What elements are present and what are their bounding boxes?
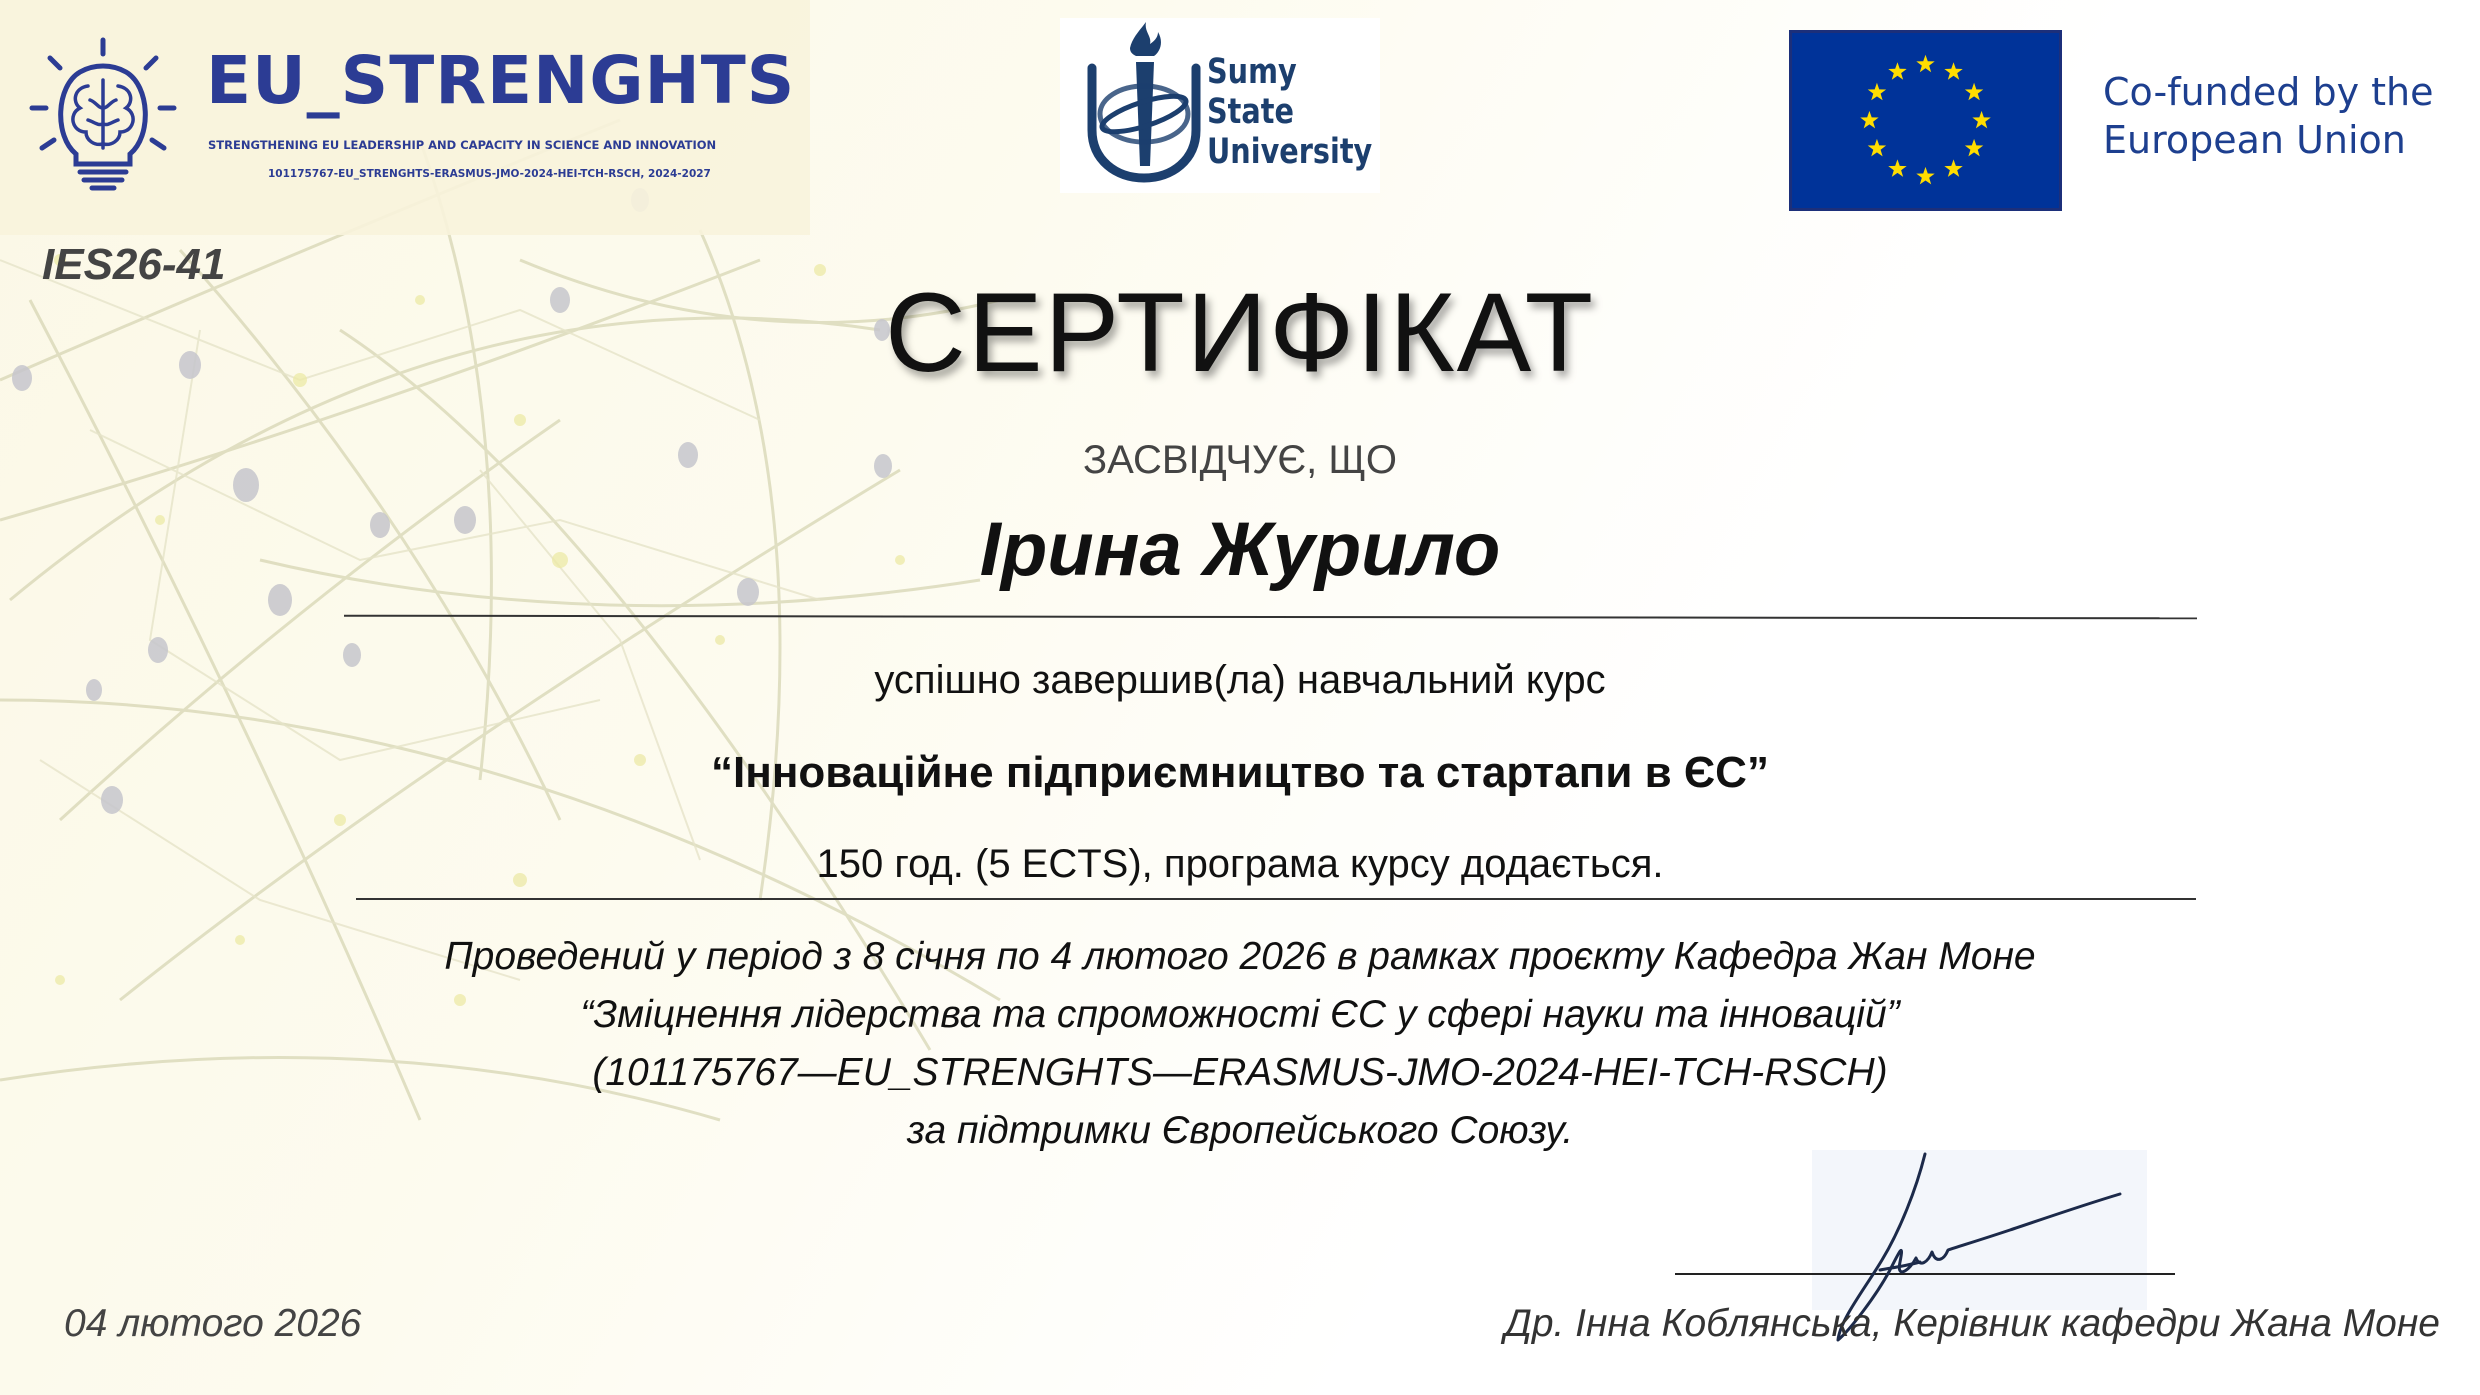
university-name (1207, 52, 1372, 172)
certificate-code: IES26-41 (42, 240, 226, 289)
recipient-name: Ірина Журило (979, 507, 1501, 592)
project-code: 101175767-EU_STRENGHTS-ERASMUS-JMO-2024-HEI-TCH-RSCH, 2024-2027 (268, 168, 711, 180)
eu-cofunded-text (2103, 68, 2434, 164)
university-torch-globe-icon (1072, 18, 1212, 188)
eu-cofunded-line: Co-funded by the (2103, 70, 2434, 114)
details-line: “Зміцнення лідерства та спроможності ЄС у сфері науки та інновацій” (580, 993, 1900, 1036)
project-subtitle: STRENGTHENING EU LEADERSHIP AND CAPACITY IN SCIENCE AND INNOVATION (208, 138, 717, 152)
lightbulb-brain-icon (28, 36, 178, 196)
sumy-state-university-logo (1060, 18, 1380, 193)
eu-strenghts-logo (0, 0, 810, 235)
certificate-title: СЕРТИФІКАТ (884, 270, 1596, 395)
details-line: Проведений у період з 8 січня по 4 лютого 2026 в рамках проєкту Кафедра Жан Моне (444, 935, 2036, 978)
course-title: “Інноваційне підприємництво та стартапи в ЄС” (711, 748, 1769, 797)
eu-flag-icon (1789, 30, 2062, 211)
university-name-line: State (1207, 92, 1294, 132)
details-divider (356, 898, 2196, 900)
course-hours: 150 год. (5 ECTS), програма курсу додається. (816, 842, 1664, 886)
eu-cofunded-line: European Union (2103, 118, 2406, 162)
university-name-line: University (1207, 132, 1373, 172)
details-line: (101175767—EU_STRENGHTS—ERASMUS-JMO-2024-HEI-TCH-RSCH) (592, 1051, 1888, 1094)
university-name-line: Sumy (1207, 52, 1297, 92)
certifies-that-label: ЗАСВІДЧУЄ, ЩО (1082, 438, 1398, 482)
signatory-name: Др. Інна Коблянська, Керівник кафедри Жана Моне (1504, 1302, 2440, 1345)
project-details (0, 928, 2480, 1160)
issue-date: 04 лютого 2026 (64, 1302, 362, 1345)
completed-course-label: успішно завершив(ла) навчальний курс (874, 658, 1606, 702)
project-name: EU_STRENGHTS (206, 42, 796, 119)
details-line: за підтримки Європейського Союзу. (906, 1109, 1574, 1152)
